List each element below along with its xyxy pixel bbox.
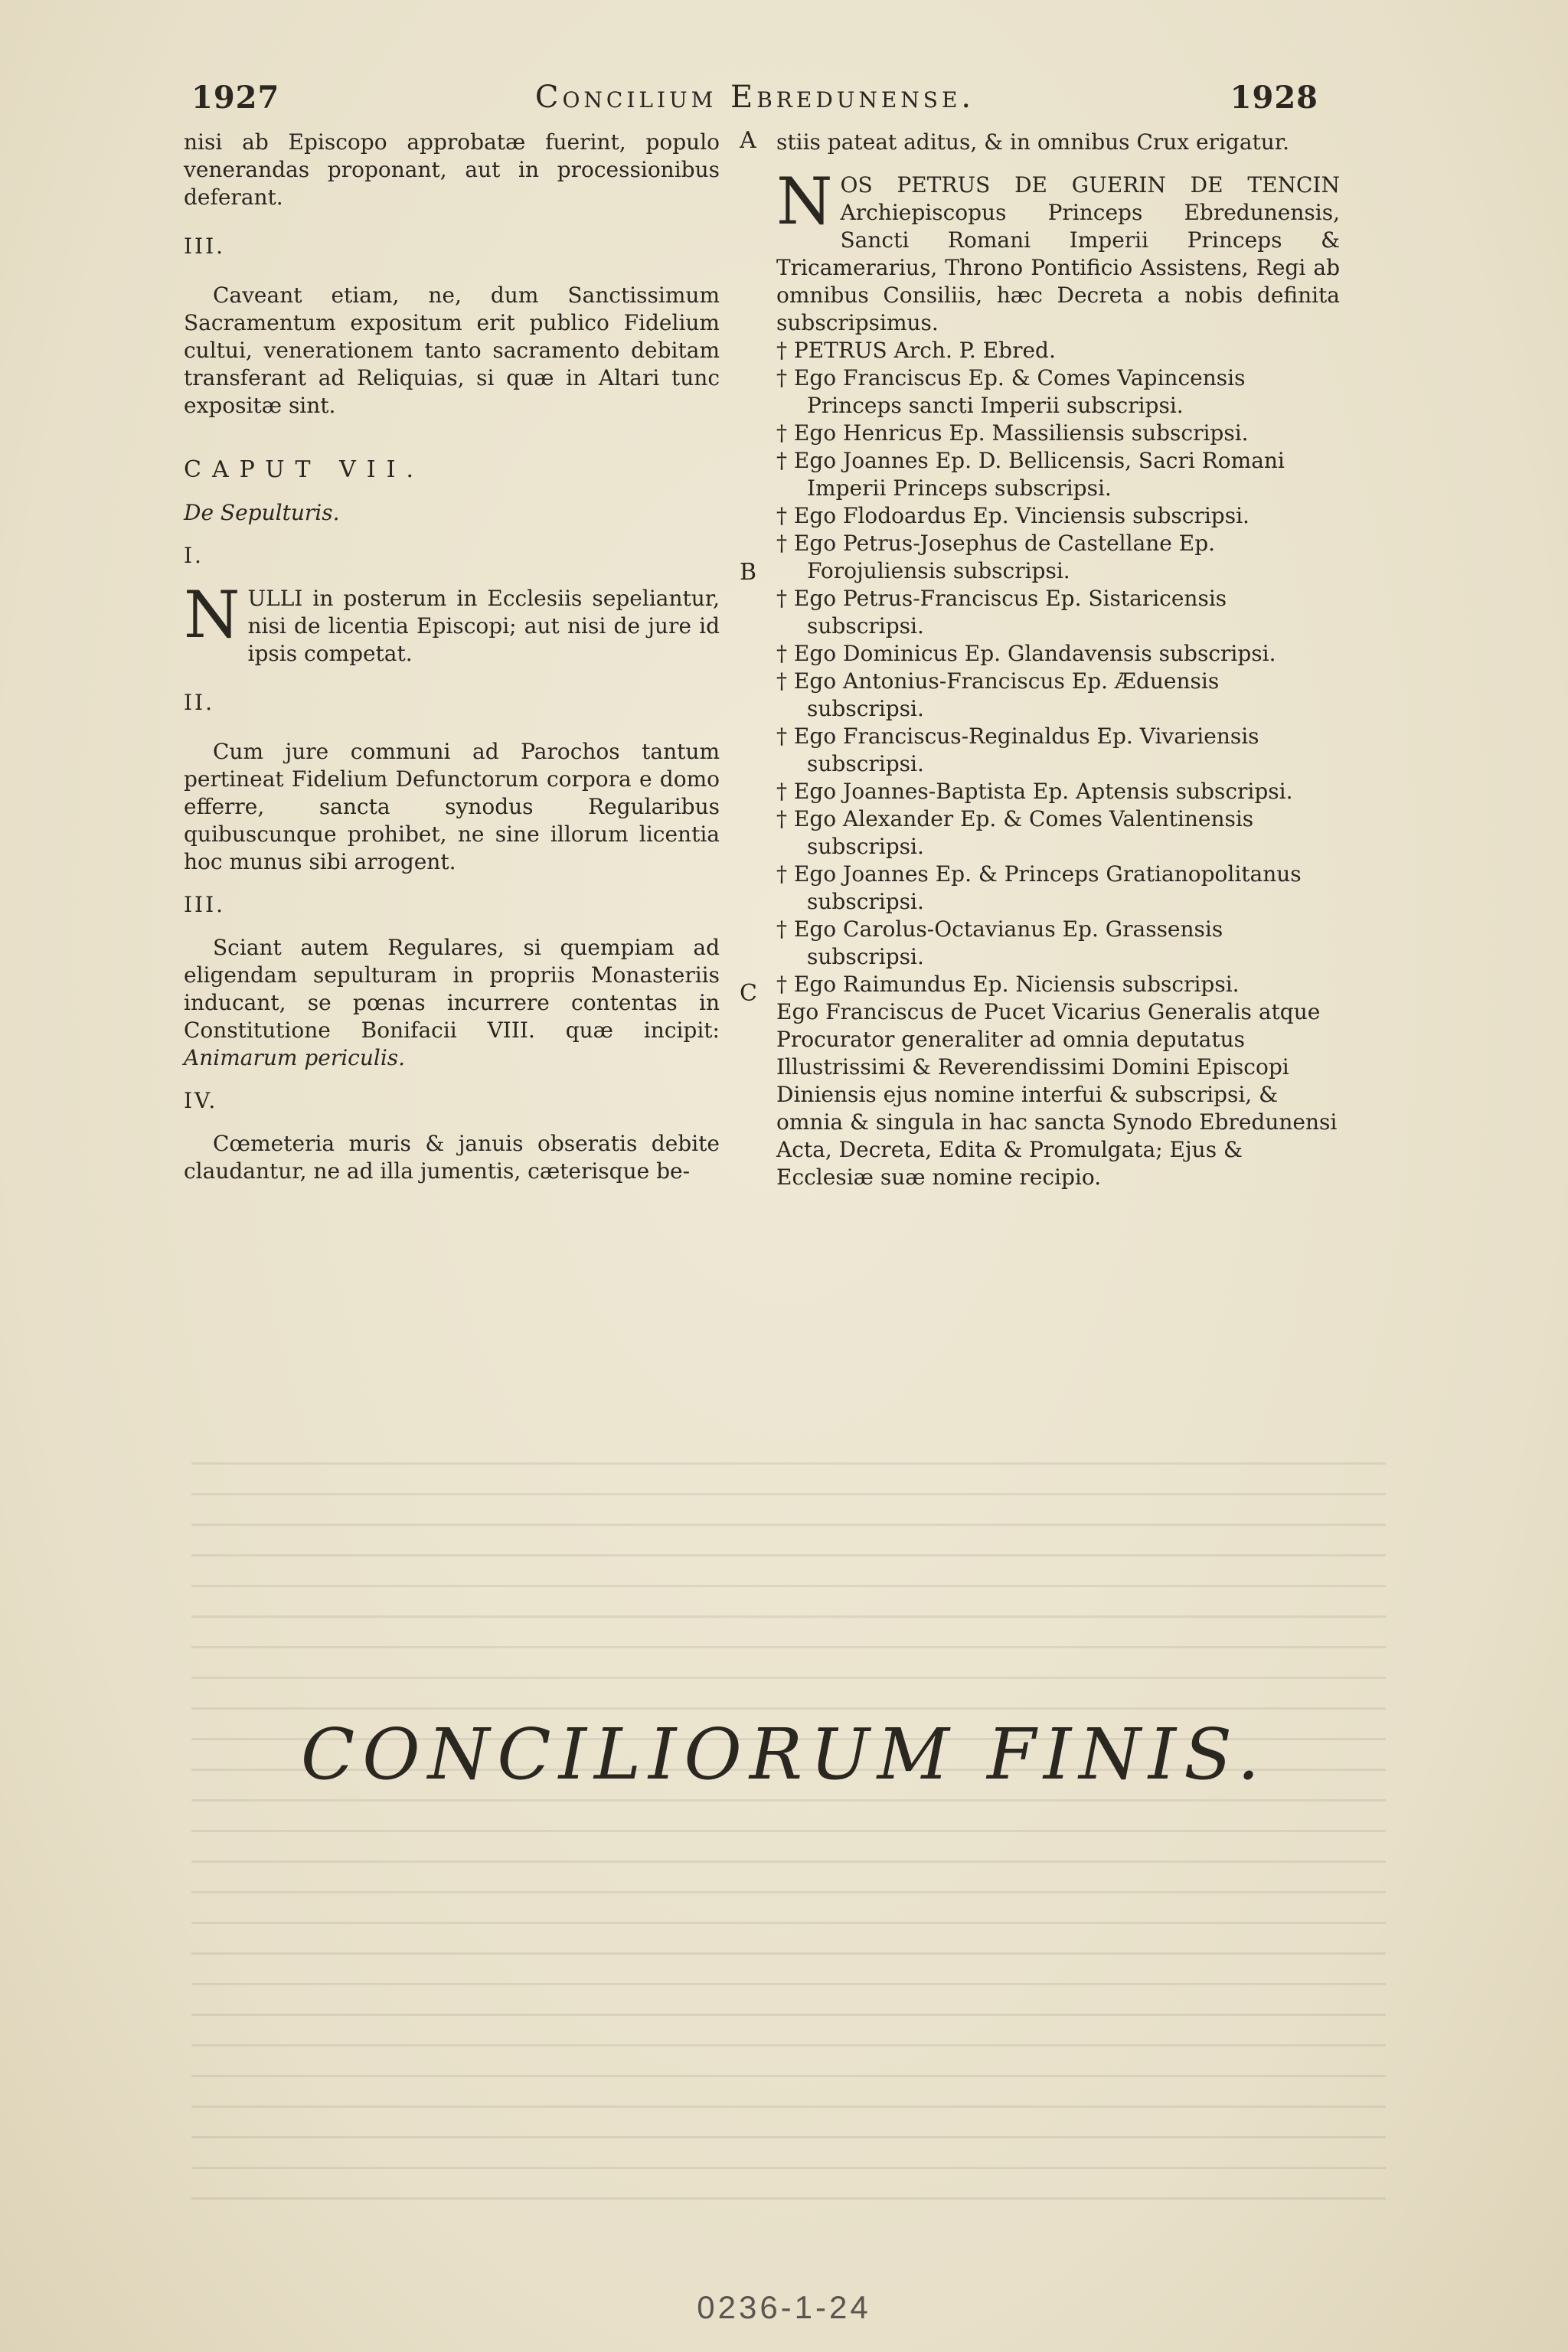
left-column	[184, 129, 720, 1185]
section-number: IV.	[184, 1088, 218, 1113]
signature-line: † Ego Franciscus Ep. & Comes Vapincensis Princeps sancti Imperii subscripsi.	[776, 365, 1246, 418]
right-column	[776, 129, 1340, 1191]
paragraph: Caveant etiam, ne, dum Sanctissimum Sacramentum expositum erit publico Fidelium cultui, venerationem tanto sacramento debitam transferant ad Reliquias, si quæ in Altari tunc expositæ sint.	[184, 283, 720, 418]
margin-letter-c: C	[740, 980, 757, 1007]
section-number: I.	[184, 543, 204, 568]
section-number: III.	[184, 234, 226, 259]
running-title: Concilium Ebredunense.	[534, 80, 975, 115]
section-number: II.	[184, 690, 215, 715]
signature-line: † Ego Dominicus Ep. Glandavensis subscripsi.	[776, 641, 1276, 666]
margin-letter-b: B	[740, 559, 757, 586]
signature-line: † Ego Franciscus-Reginaldus Ep. Vivariensis subscripsi.	[776, 724, 1259, 776]
signature-line: † Ego Flodoardus Ep. Vinciensis subscripsi.	[776, 503, 1250, 528]
page-number-left: 1927	[191, 80, 280, 116]
paragraph-text: ULLI in posterum in Ecclesiis sepeliantur, nisi de licentia Episcopi; aut nisi de jure id ipsis competat.	[247, 586, 720, 666]
bleed-through-text	[191, 1439, 1386, 2205]
signature-line: † Ego Petrus-Josephus de Castellane Ep. Forojuliensis subscripsi.	[776, 531, 1216, 583]
signature-line: † Ego Carolus-Octavianus Ep. Grassensis subscripsi.	[776, 916, 1223, 969]
paragraph	[184, 934, 720, 1072]
paragraph-with-dropcap	[184, 577, 720, 668]
page-number-right: 1928	[1230, 80, 1318, 116]
signature-line: † Ego Alexander Ep. & Comes Valentinensis subscripsi.	[776, 806, 1254, 859]
paragraph-with-dropcap	[776, 164, 1340, 337]
chapter-heading: CAPUT VII.	[184, 456, 425, 483]
signature-line: † Ego Henricus Ep. Massiliensis subscripsi.	[776, 420, 1249, 446]
signature-line: † Ego Joannes-Baptista Ep. Aptensis subscripsi.	[776, 779, 1293, 804]
signature-line: † Ego Petrus-Franciscus Ep. Sistaricensis subscripsi.	[776, 586, 1227, 639]
section-number: III.	[184, 892, 226, 917]
signature-line: † PETRUS Arch. P. Ebred.	[776, 338, 1056, 363]
drop-capital: N	[184, 577, 240, 652]
paragraph: nisi ab Episcopo approbatæ fuerint, populo venerandas proponant, aut in processionibus deferant.	[184, 129, 720, 210]
paragraph-text: OS PETRUS DE GUERIN DE TENCIN Archiepiscopus Princeps Ebredunensis, Sancti Romani Imperii Princeps & Tricamerarius, Throno Pontificio Assistens, Regi ab omnibus Consiliis, hæc Decreta a nobis definita subscripsimus.	[776, 172, 1340, 335]
signature-line: † Ego Raimundus Ep. Niciensis subscripsi.	[776, 972, 1240, 997]
running-header	[191, 80, 1318, 126]
paragraph: Cum jure communi ad Parochos tantum pertineat Fidelium Defunctorum corpora e domo efferre, sancta synodus Regularibus quibuscunque prohibet, ne sine illorum licentia hoc munus sibi arrogent.	[184, 739, 720, 874]
chapter-subtitle: De Sepulturis.	[184, 500, 340, 525]
margin-letter-a: A	[740, 127, 756, 154]
signature-line: † Ego Antonius-Franciscus Ep. Æduensis subscripsi.	[776, 668, 1220, 721]
citation-title: Animarum periculis.	[184, 1045, 406, 1070]
drop-capital: N	[776, 164, 833, 239]
library-stamp: 0236-1-24	[697, 2289, 871, 2325]
conciliorum-finis-title: CONCILIORUM FINIS.	[300, 1713, 1268, 1795]
paragraph-text: Sciant autem Regulares, si quempiam ad eligendam sepulturam in propriis Monasteriis inducant, se pœnas incurrere contentas in Constitutione Bonifacii VIII. quæ incipit:	[184, 935, 720, 1043]
final-attestation: Ego Franciscus de Pucet Vicarius Generalis atque Procurator generaliter ad omnia deputatus Illustrissimi & Reverendissimi Domini Episcopi Diniensis ejus nomine interfui & subscripsi, & omnia & singula in hac sancta Synodo Ebredunensi Acta, Decreta, Edita & Promulgata; Ejus & Ecclesiæ suæ nomine recipio.	[776, 999, 1338, 1190]
signature-line: † Ego Joannes Ep. D. Bellicensis, Sacri Romani Imperii Princeps subscripsi.	[776, 448, 1285, 501]
paragraph: Cœmeteria muris & januis obseratis debite claudantur, ne ad illa jumentis, cæterisque be-	[184, 1131, 720, 1184]
paragraph: stiis pateat aditus, & in omnibus Crux erigatur.	[776, 129, 1290, 155]
signature-line: † Ego Joannes Ep. & Princeps Gratianopolitanus subscripsi.	[776, 861, 1302, 914]
